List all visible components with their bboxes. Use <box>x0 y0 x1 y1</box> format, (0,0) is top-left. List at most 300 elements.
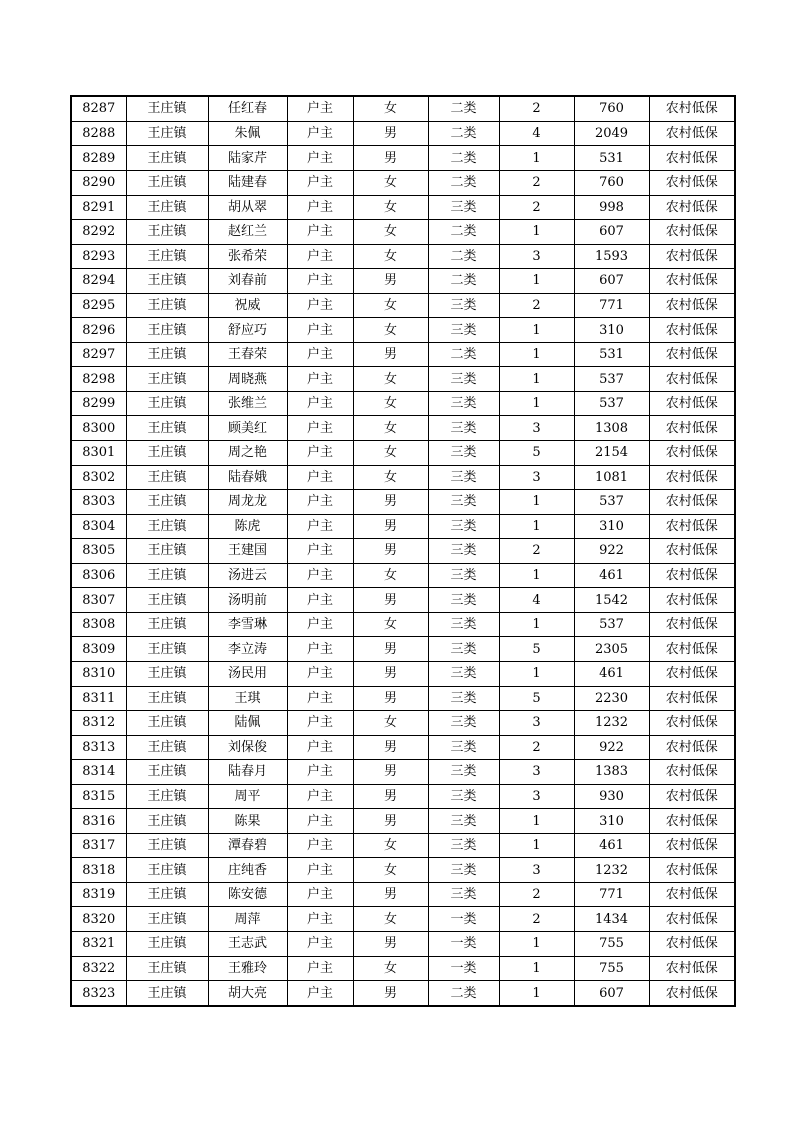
cell-assistance-type: 农村低保 <box>649 612 735 637</box>
cell-relation: 户主 <box>287 809 353 834</box>
cell-relation: 户主 <box>287 539 353 564</box>
table-row <box>71 220 735 245</box>
cell-amount: 771 <box>574 882 649 907</box>
cell-category: 三类 <box>428 686 499 711</box>
cell-amount: 537 <box>574 391 649 416</box>
cell-record-number: 8320 <box>71 907 126 932</box>
cell-amount: 760 <box>574 96 649 121</box>
cell-household-count: 1 <box>499 367 574 392</box>
table-row <box>71 195 735 220</box>
cell-record-number: 8295 <box>71 293 126 318</box>
cell-household-count: 1 <box>499 612 574 637</box>
cell-town: 王庄镇 <box>126 318 208 343</box>
cell-assistance-type: 农村低保 <box>649 907 735 932</box>
cell-gender: 女 <box>353 956 428 981</box>
cell-amount: 537 <box>574 612 649 637</box>
cell-relation: 户主 <box>287 146 353 171</box>
cell-household-count: 2 <box>499 96 574 121</box>
table-row <box>71 588 735 613</box>
cell-town: 王庄镇 <box>126 293 208 318</box>
cell-category: 三类 <box>428 293 499 318</box>
cell-assistance-type: 农村低保 <box>649 293 735 318</box>
cell-record-number: 8298 <box>71 367 126 392</box>
table-row <box>71 514 735 539</box>
cell-person-name: 陆春娥 <box>208 465 287 490</box>
table-row <box>71 637 735 662</box>
cell-amount: 1081 <box>574 465 649 490</box>
cell-person-name: 陆家芹 <box>208 146 287 171</box>
cell-record-number: 8303 <box>71 490 126 515</box>
table-row <box>71 809 735 834</box>
cell-town: 王庄镇 <box>126 490 208 515</box>
cell-record-number: 8316 <box>71 809 126 834</box>
cell-record-number: 8289 <box>71 146 126 171</box>
cell-household-count: 3 <box>499 416 574 441</box>
cell-amount: 1232 <box>574 711 649 736</box>
cell-person-name: 祝威 <box>208 293 287 318</box>
table-row <box>71 391 735 416</box>
cell-town: 王庄镇 <box>126 956 208 981</box>
table-row <box>71 735 735 760</box>
table-row <box>71 833 735 858</box>
cell-amount: 2230 <box>574 686 649 711</box>
cell-household-count: 3 <box>499 784 574 809</box>
cell-person-name: 陈虎 <box>208 514 287 539</box>
cell-category: 三类 <box>428 490 499 515</box>
cell-gender: 男 <box>353 121 428 146</box>
cell-household-count: 3 <box>499 858 574 883</box>
cell-person-name: 汤民用 <box>208 661 287 686</box>
cell-household-count: 1 <box>499 833 574 858</box>
cell-gender: 男 <box>353 809 428 834</box>
cell-household-count: 2 <box>499 907 574 932</box>
cell-gender: 男 <box>353 760 428 785</box>
cell-amount: 461 <box>574 661 649 686</box>
cell-household-count: 4 <box>499 588 574 613</box>
cell-category: 一类 <box>428 931 499 956</box>
cell-person-name: 顾美红 <box>208 416 287 441</box>
cell-category: 二类 <box>428 121 499 146</box>
cell-gender: 男 <box>353 269 428 294</box>
cell-relation: 户主 <box>287 490 353 515</box>
cell-assistance-type: 农村低保 <box>649 760 735 785</box>
cell-gender: 男 <box>353 686 428 711</box>
cell-category: 二类 <box>428 146 499 171</box>
cell-amount: 755 <box>574 931 649 956</box>
cell-assistance-type: 农村低保 <box>649 318 735 343</box>
cell-town: 王庄镇 <box>126 637 208 662</box>
cell-town: 王庄镇 <box>126 171 208 196</box>
cell-gender: 女 <box>353 367 428 392</box>
cell-amount: 461 <box>574 833 649 858</box>
cell-record-number: 8297 <box>71 342 126 367</box>
cell-gender: 男 <box>353 539 428 564</box>
cell-person-name: 周萍 <box>208 907 287 932</box>
cell-town: 王庄镇 <box>126 784 208 809</box>
cell-assistance-type: 农村低保 <box>649 367 735 392</box>
cell-amount: 1593 <box>574 244 649 269</box>
cell-gender: 男 <box>353 735 428 760</box>
cell-assistance-type: 农村低保 <box>649 441 735 466</box>
cell-gender: 男 <box>353 981 428 1006</box>
cell-gender: 男 <box>353 882 428 907</box>
cell-household-count: 1 <box>499 342 574 367</box>
cell-town: 王庄镇 <box>126 391 208 416</box>
cell-relation: 户主 <box>287 907 353 932</box>
cell-town: 王庄镇 <box>126 514 208 539</box>
cell-town: 王庄镇 <box>126 195 208 220</box>
cell-amount: 2305 <box>574 637 649 662</box>
cell-category: 一类 <box>428 956 499 981</box>
cell-category: 三类 <box>428 612 499 637</box>
table-row <box>71 146 735 171</box>
cell-amount: 537 <box>574 490 649 515</box>
cell-amount: 2049 <box>574 121 649 146</box>
cell-assistance-type: 农村低保 <box>649 833 735 858</box>
cell-category: 三类 <box>428 514 499 539</box>
cell-relation: 户主 <box>287 342 353 367</box>
cell-category: 三类 <box>428 833 499 858</box>
cell-record-number: 8292 <box>71 220 126 245</box>
cell-amount: 310 <box>574 809 649 834</box>
cell-record-number: 8321 <box>71 931 126 956</box>
cell-record-number: 8309 <box>71 637 126 662</box>
cell-record-number: 8319 <box>71 882 126 907</box>
cell-amount: 607 <box>574 220 649 245</box>
table-row <box>71 416 735 441</box>
cell-person-name: 朱佩 <box>208 121 287 146</box>
cell-assistance-type: 农村低保 <box>649 269 735 294</box>
cell-assistance-type: 农村低保 <box>649 342 735 367</box>
cell-person-name: 王春荣 <box>208 342 287 367</box>
cell-gender: 男 <box>353 342 428 367</box>
cell-town: 王庄镇 <box>126 981 208 1006</box>
cell-household-count: 1 <box>499 490 574 515</box>
cell-record-number: 8304 <box>71 514 126 539</box>
cell-relation: 户主 <box>287 661 353 686</box>
cell-household-count: 2 <box>499 171 574 196</box>
cell-record-number: 8313 <box>71 735 126 760</box>
cell-category: 三类 <box>428 809 499 834</box>
cell-assistance-type: 农村低保 <box>649 588 735 613</box>
cell-person-name: 王雅玲 <box>208 956 287 981</box>
cell-person-name: 王志武 <box>208 931 287 956</box>
cell-person-name: 张希荣 <box>208 244 287 269</box>
cell-category: 三类 <box>428 588 499 613</box>
cell-assistance-type: 农村低保 <box>649 391 735 416</box>
cell-record-number: 8312 <box>71 711 126 736</box>
cell-assistance-type: 农村低保 <box>649 981 735 1006</box>
welfare-roster-table <box>70 95 736 1007</box>
cell-person-name: 周之艳 <box>208 441 287 466</box>
cell-town: 王庄镇 <box>126 220 208 245</box>
cell-assistance-type: 农村低保 <box>649 146 735 171</box>
cell-relation: 户主 <box>287 760 353 785</box>
cell-record-number: 8294 <box>71 269 126 294</box>
cell-relation: 户主 <box>287 465 353 490</box>
cell-town: 王庄镇 <box>126 465 208 490</box>
cell-town: 王庄镇 <box>126 563 208 588</box>
cell-person-name: 陆春月 <box>208 760 287 785</box>
cell-relation: 户主 <box>287 735 353 760</box>
cell-town: 王庄镇 <box>126 711 208 736</box>
cell-assistance-type: 农村低保 <box>649 121 735 146</box>
cell-gender: 女 <box>353 833 428 858</box>
cell-record-number: 8291 <box>71 195 126 220</box>
cell-assistance-type: 农村低保 <box>649 539 735 564</box>
cell-record-number: 8307 <box>71 588 126 613</box>
cell-person-name: 刘保俊 <box>208 735 287 760</box>
cell-record-number: 8323 <box>71 981 126 1006</box>
cell-category: 二类 <box>428 244 499 269</box>
cell-amount: 310 <box>574 514 649 539</box>
cell-relation: 户主 <box>287 686 353 711</box>
cell-amount: 2154 <box>574 441 649 466</box>
cell-category: 三类 <box>428 563 499 588</box>
cell-amount: 760 <box>574 171 649 196</box>
cell-household-count: 2 <box>499 735 574 760</box>
cell-gender: 女 <box>353 171 428 196</box>
cell-assistance-type: 农村低保 <box>649 416 735 441</box>
table-row <box>71 171 735 196</box>
cell-assistance-type: 农村低保 <box>649 465 735 490</box>
cell-record-number: 8287 <box>71 96 126 121</box>
cell-town: 王庄镇 <box>126 121 208 146</box>
cell-relation: 户主 <box>287 981 353 1006</box>
cell-town: 王庄镇 <box>126 735 208 760</box>
cell-relation: 户主 <box>287 220 353 245</box>
cell-category: 三类 <box>428 441 499 466</box>
cell-category: 二类 <box>428 269 499 294</box>
cell-relation: 户主 <box>287 833 353 858</box>
cell-gender: 女 <box>353 244 428 269</box>
cell-gender: 女 <box>353 195 428 220</box>
cell-category: 二类 <box>428 981 499 1006</box>
cell-town: 王庄镇 <box>126 441 208 466</box>
cell-assistance-type: 农村低保 <box>649 514 735 539</box>
cell-record-number: 8299 <box>71 391 126 416</box>
cell-relation: 户主 <box>287 956 353 981</box>
table-row <box>71 293 735 318</box>
cell-town: 王庄镇 <box>126 539 208 564</box>
table-row <box>71 244 735 269</box>
cell-relation: 户主 <box>287 367 353 392</box>
cell-town: 王庄镇 <box>126 760 208 785</box>
cell-amount: 607 <box>574 981 649 1006</box>
table-row <box>71 686 735 711</box>
cell-record-number: 8322 <box>71 956 126 981</box>
cell-person-name: 赵红兰 <box>208 220 287 245</box>
cell-person-name: 庄纯香 <box>208 858 287 883</box>
table-row <box>71 661 735 686</box>
cell-category: 三类 <box>428 391 499 416</box>
table-body <box>71 96 735 1006</box>
cell-town: 王庄镇 <box>126 931 208 956</box>
table-row <box>71 760 735 785</box>
cell-category: 二类 <box>428 171 499 196</box>
cell-household-count: 1 <box>499 981 574 1006</box>
cell-record-number: 8293 <box>71 244 126 269</box>
cell-relation: 户主 <box>287 441 353 466</box>
cell-amount: 998 <box>574 195 649 220</box>
cell-category: 三类 <box>428 858 499 883</box>
cell-record-number: 8288 <box>71 121 126 146</box>
cell-person-name: 胡从翠 <box>208 195 287 220</box>
cell-household-count: 3 <box>499 760 574 785</box>
cell-gender: 男 <box>353 146 428 171</box>
cell-gender: 女 <box>353 465 428 490</box>
cell-gender: 女 <box>353 220 428 245</box>
cell-household-count: 2 <box>499 195 574 220</box>
cell-relation: 户主 <box>287 882 353 907</box>
cell-category: 二类 <box>428 220 499 245</box>
table-row <box>71 907 735 932</box>
cell-relation: 户主 <box>287 784 353 809</box>
cell-amount: 1434 <box>574 907 649 932</box>
cell-gender: 女 <box>353 96 428 121</box>
cell-town: 王庄镇 <box>126 882 208 907</box>
table-row <box>71 882 735 907</box>
cell-relation: 户主 <box>287 416 353 441</box>
table-row <box>71 121 735 146</box>
cell-town: 王庄镇 <box>126 686 208 711</box>
cell-category: 二类 <box>428 96 499 121</box>
cell-household-count: 1 <box>499 661 574 686</box>
cell-assistance-type: 农村低保 <box>649 784 735 809</box>
cell-relation: 户主 <box>287 391 353 416</box>
cell-person-name: 刘春前 <box>208 269 287 294</box>
cell-relation: 户主 <box>287 171 353 196</box>
cell-person-name: 汤进云 <box>208 563 287 588</box>
cell-record-number: 8290 <box>71 171 126 196</box>
cell-gender: 女 <box>353 907 428 932</box>
cell-person-name: 李立涛 <box>208 637 287 662</box>
cell-relation: 户主 <box>287 293 353 318</box>
cell-amount: 755 <box>574 956 649 981</box>
cell-record-number: 8310 <box>71 661 126 686</box>
cell-record-number: 8314 <box>71 760 126 785</box>
cell-household-count: 1 <box>499 514 574 539</box>
cell-household-count: 1 <box>499 956 574 981</box>
cell-assistance-type: 农村低保 <box>649 96 735 121</box>
cell-household-count: 2 <box>499 882 574 907</box>
cell-assistance-type: 农村低保 <box>649 244 735 269</box>
cell-gender: 女 <box>353 293 428 318</box>
cell-category: 三类 <box>428 735 499 760</box>
cell-household-count: 1 <box>499 391 574 416</box>
cell-assistance-type: 农村低保 <box>649 637 735 662</box>
cell-town: 王庄镇 <box>126 342 208 367</box>
cell-amount: 1383 <box>574 760 649 785</box>
cell-record-number: 8305 <box>71 539 126 564</box>
cell-household-count: 1 <box>499 146 574 171</box>
table-row <box>71 318 735 343</box>
table-row <box>71 931 735 956</box>
cell-category: 三类 <box>428 882 499 907</box>
cell-category: 三类 <box>428 318 499 343</box>
cell-category: 三类 <box>428 661 499 686</box>
cell-record-number: 8318 <box>71 858 126 883</box>
cell-person-name: 陆建春 <box>208 171 287 196</box>
cell-relation: 户主 <box>287 96 353 121</box>
cell-category: 三类 <box>428 465 499 490</box>
cell-record-number: 8301 <box>71 441 126 466</box>
cell-assistance-type: 农村低保 <box>649 931 735 956</box>
cell-person-name: 胡大亮 <box>208 981 287 1006</box>
cell-person-name: 张维兰 <box>208 391 287 416</box>
cell-gender: 女 <box>353 858 428 883</box>
cell-assistance-type: 农村低保 <box>649 735 735 760</box>
cell-amount: 922 <box>574 735 649 760</box>
cell-gender: 男 <box>353 784 428 809</box>
cell-person-name: 舒应巧 <box>208 318 287 343</box>
cell-relation: 户主 <box>287 195 353 220</box>
cell-category: 三类 <box>428 539 499 564</box>
cell-assistance-type: 农村低保 <box>649 858 735 883</box>
cell-assistance-type: 农村低保 <box>649 171 735 196</box>
cell-gender: 女 <box>353 441 428 466</box>
cell-person-name: 王琪 <box>208 686 287 711</box>
cell-amount: 922 <box>574 539 649 564</box>
cell-gender: 男 <box>353 514 428 539</box>
cell-gender: 男 <box>353 588 428 613</box>
cell-relation: 户主 <box>287 931 353 956</box>
cell-record-number: 8315 <box>71 784 126 809</box>
cell-person-name: 周平 <box>208 784 287 809</box>
cell-person-name: 李雪琳 <box>208 612 287 637</box>
cell-gender: 女 <box>353 711 428 736</box>
cell-household-count: 4 <box>499 121 574 146</box>
cell-gender: 女 <box>353 318 428 343</box>
cell-town: 王庄镇 <box>126 416 208 441</box>
cell-person-name: 周晓燕 <box>208 367 287 392</box>
table-row <box>71 441 735 466</box>
cell-relation: 户主 <box>287 121 353 146</box>
cell-household-count: 3 <box>499 465 574 490</box>
table-row <box>71 96 735 121</box>
cell-record-number: 8300 <box>71 416 126 441</box>
cell-household-count: 1 <box>499 318 574 343</box>
cell-category: 二类 <box>428 342 499 367</box>
cell-gender: 男 <box>353 661 428 686</box>
table-row <box>71 367 735 392</box>
cell-household-count: 1 <box>499 563 574 588</box>
cell-household-count: 3 <box>499 244 574 269</box>
cell-amount: 461 <box>574 563 649 588</box>
cell-category: 三类 <box>428 784 499 809</box>
cell-assistance-type: 农村低保 <box>649 686 735 711</box>
cell-household-count: 5 <box>499 637 574 662</box>
cell-town: 王庄镇 <box>126 269 208 294</box>
cell-town: 王庄镇 <box>126 833 208 858</box>
cell-town: 王庄镇 <box>126 858 208 883</box>
cell-person-name: 陆佩 <box>208 711 287 736</box>
cell-gender: 女 <box>353 612 428 637</box>
cell-amount: 771 <box>574 293 649 318</box>
cell-person-name: 陈果 <box>208 809 287 834</box>
cell-gender: 女 <box>353 563 428 588</box>
cell-relation: 户主 <box>287 563 353 588</box>
cell-category: 三类 <box>428 711 499 736</box>
cell-town: 王庄镇 <box>126 588 208 613</box>
cell-record-number: 8296 <box>71 318 126 343</box>
cell-record-number: 8311 <box>71 686 126 711</box>
cell-household-count: 1 <box>499 931 574 956</box>
cell-amount: 537 <box>574 367 649 392</box>
table-row <box>71 269 735 294</box>
cell-person-name: 周龙龙 <box>208 490 287 515</box>
cell-assistance-type: 农村低保 <box>649 220 735 245</box>
